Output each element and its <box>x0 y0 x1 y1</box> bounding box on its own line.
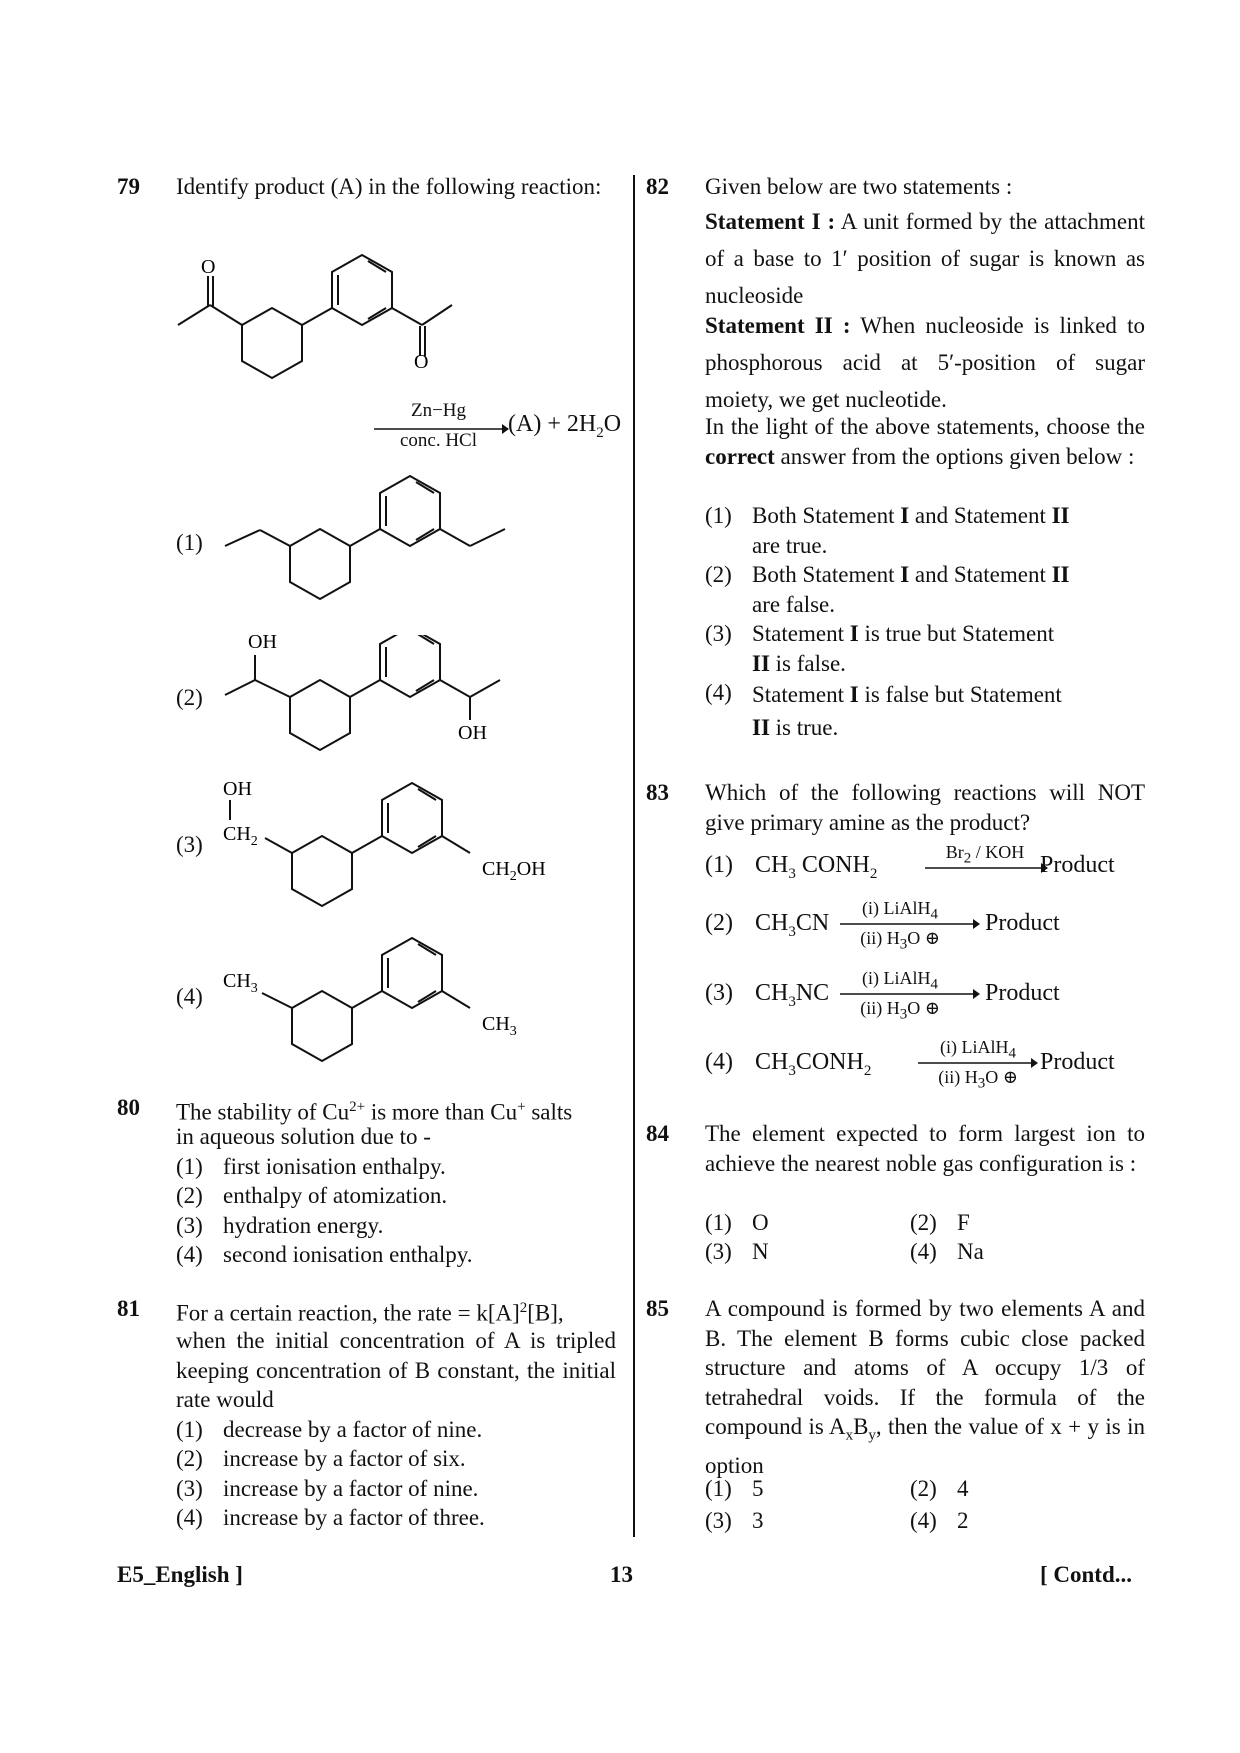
hydroxymethyl-label: $CH_2OH$ <box>482 858 546 884</box>
reagent-top: $Br_2$ / KOH <box>945 842 1025 867</box>
footer-left: E5_English ] <box>117 1562 243 1587</box>
statement-1: Statement I : A unit formed by the attachment of a base to 1′ position of sugar is known as nucleoside <box>705 209 1146 308</box>
oxygen-label: O <box>201 256 216 278</box>
reactant: $CH_3CN$ <box>755 910 830 940</box>
reagent-top: Zn−Hg <box>410 400 467 421</box>
reagent-top: (i) LiAlH$_4$ <box>940 1037 1016 1062</box>
reagent-top: (i) LiAlH$_4$ <box>862 968 938 993</box>
option-number: (4) <box>176 984 203 1009</box>
methyl-label: $CH_3$ <box>223 970 258 996</box>
page-number: 13 <box>610 1562 633 1587</box>
question-text: The stability of $Cu^{2+}$ is more than Cu+ salts <box>176 1099 573 1125</box>
product-label: Product <box>1040 852 1115 878</box>
question-number: 83 <box>646 780 669 805</box>
question-number: 85 <box>646 1296 669 1321</box>
question-text: For a certain reaction, the rate = $k[A]^2[B]$, <box>176 1300 564 1326</box>
option-number: (2) <box>176 685 203 710</box>
option-number[interactable]: (3) <box>705 980 733 1006</box>
oxygen-label: O <box>414 351 429 373</box>
product-label: Product <box>985 980 1060 1006</box>
methyl-label: $CH_3$ <box>482 1013 517 1039</box>
question-text: The element expected to form largest ion to achieve the nearest noble gas configuration is : <box>705 1121 1145 1176</box>
statement-2: Statement II : When nucleoside is linked to phosphorous acid at 5′-position of sugar moiety, we get nucleotide. <box>705 313 1145 412</box>
question-number: 81 <box>117 1296 140 1321</box>
question-number: 84 <box>646 1121 669 1146</box>
reagent-bottom: conc. HCl <box>399 430 478 451</box>
question-text: when the initial concentration of A is tripled keeping concentration of B constant, the initial rate would <box>176 1328 616 1412</box>
reaction-arrow <box>925 862 1048 874</box>
reactant: $CH_3CONH_2$ <box>755 1049 872 1079</box>
option-number[interactable]: (2) <box>705 910 733 936</box>
question-text: in aqueous solution due to - <box>176 1124 431 1149</box>
reagent-bottom: (ii) $H_3O$ ⊕ <box>938 1067 1018 1092</box>
reagent-top: (i) LiAlH$_4$ <box>862 898 938 923</box>
footer-right: [ Contd... <box>1040 1562 1133 1587</box>
question-number: 80 <box>117 1095 140 1120</box>
reaction-product: $(A) + 2H_2O$ <box>508 411 622 441</box>
option-3-structure <box>220 775 560 940</box>
option-number: (3) <box>176 832 203 857</box>
methylene-label: $CH_2$ <box>223 823 258 849</box>
option-2-structure <box>220 635 520 785</box>
question-text: In the light of the above statements, choose the correct answer from the options given below : <box>705 414 1145 469</box>
option-number[interactable]: (4) <box>705 1049 733 1075</box>
option-number[interactable]: (1) <box>705 852 733 878</box>
question-number: 79 <box>117 174 140 199</box>
option-number: (1) <box>176 530 203 555</box>
hydroxyl-label: OH <box>248 635 277 653</box>
reagent-bottom: (ii) $H_3O$ ⊕ <box>860 998 940 1023</box>
column-divider <box>633 175 635 1537</box>
hydroxyl-label: OH <box>223 778 252 800</box>
question-text: A compound is formed by two elements A and B. The element B forms cubic close packed structure and atoms of A occupy 1/3 of tetrahedral voids. If the formula of the compound is $A_xB_y$, then the value of x + y is in option <box>705 1296 1145 1479</box>
hydroxyl-label: OH <box>458 722 487 744</box>
question-number: 82 <box>646 174 669 199</box>
question-text: Which of the following reactions will NOT give primary amine as the product? <box>705 780 1145 835</box>
option-1-structure <box>220 468 520 608</box>
product-label: Product <box>1040 1049 1115 1075</box>
reagent-bottom: (ii) $H_3O$ ⊕ <box>860 928 940 953</box>
question-text: Identify product (A) in the following reaction: <box>176 174 602 199</box>
reactant-structure <box>170 250 490 380</box>
reactant: $CH_3NC$ <box>755 980 830 1010</box>
question-text: Given below are two statements : <box>705 174 1013 199</box>
reactant: $CH_3$ $CONH_2$ <box>755 852 878 882</box>
product-label: Product <box>985 910 1060 936</box>
option-4-structure <box>220 930 540 1090</box>
